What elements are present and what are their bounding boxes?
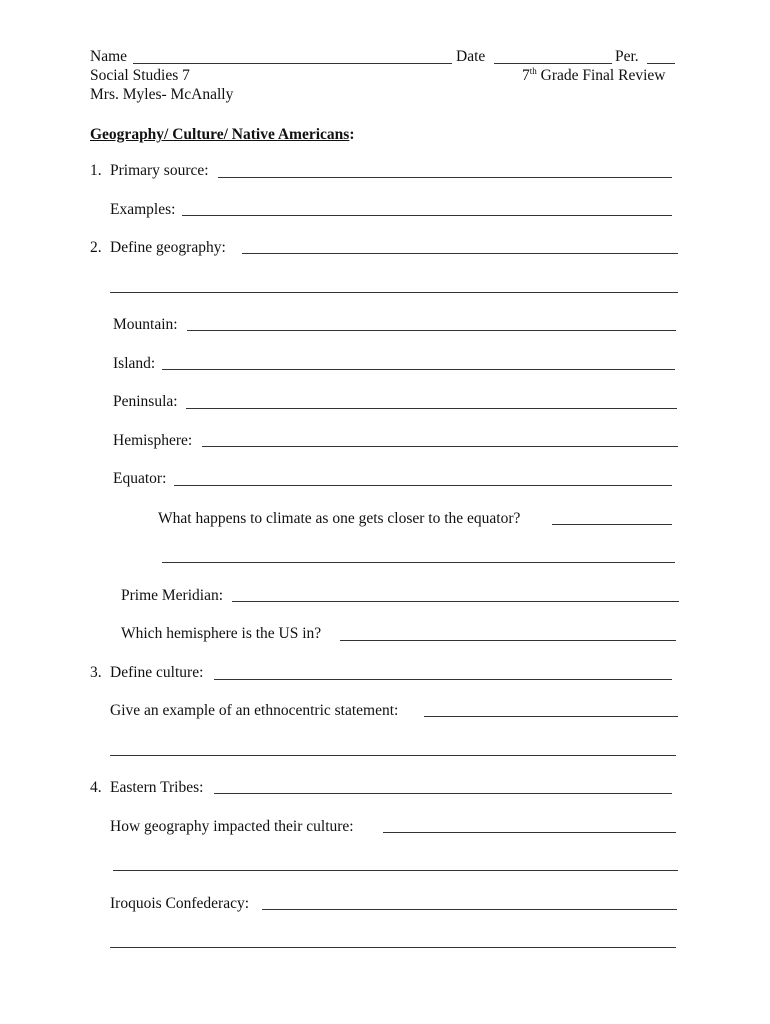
q2-label: Define geography: — [110, 239, 226, 256]
q3-number: 3. — [90, 664, 102, 681]
q3-answer-line[interactable] — [214, 679, 672, 680]
date-label: Date — [456, 48, 486, 65]
q1-label: Primary source: — [110, 162, 209, 179]
course-name: Social Studies 7 — [90, 67, 190, 84]
us-hemisphere-label: Which hemisphere is the US in? — [121, 625, 322, 642]
name-blank[interactable] — [133, 63, 452, 64]
q4-answer-line[interactable] — [214, 793, 672, 794]
mountain-line[interactable] — [187, 330, 676, 331]
us-hemisphere-line[interactable] — [340, 640, 676, 641]
hemisphere-line[interactable] — [202, 446, 678, 447]
review-grade: 7 — [522, 67, 530, 84]
section-heading-text: Geography/ Culture/ Native Americans — [90, 126, 350, 143]
equator-question: What happens to climate as one gets closer to the equator? — [158, 510, 521, 527]
equator-question-line[interactable] — [552, 524, 672, 525]
geography-impact-line-2[interactable] — [113, 870, 678, 871]
q1-answer-line[interactable] — [218, 177, 672, 178]
q1-examples-label: Examples: — [110, 201, 176, 218]
q4-number: 4. — [90, 779, 102, 796]
equator-line[interactable] — [174, 485, 672, 486]
name-label: Name — [90, 48, 128, 65]
q2-answer-line-2[interactable] — [110, 292, 678, 293]
iroquois-label: Iroquois Confederacy: — [110, 895, 250, 912]
peninsula-label: Peninsula: — [113, 393, 178, 410]
ethnocentric-line[interactable] — [424, 716, 678, 717]
q2-answer-line[interactable] — [242, 253, 678, 254]
period-label: Per. — [615, 48, 639, 65]
prime-meridian-label: Prime Meridian: — [121, 587, 224, 604]
mountain-label: Mountain: — [113, 316, 178, 333]
island-label: Island: — [113, 355, 156, 372]
ethnocentric-line-2[interactable] — [110, 755, 676, 756]
equator-label: Equator: — [113, 470, 167, 487]
period-blank[interactable] — [647, 63, 675, 64]
q2-number: 2. — [90, 239, 102, 256]
prime-meridian-line[interactable] — [232, 601, 679, 602]
ethnocentric-label: Give an example of an ethnocentric statement: — [110, 702, 399, 719]
q4-label: Eastern Tribes: — [110, 779, 204, 796]
iroquois-line-2[interactable] — [110, 947, 676, 948]
review-grade-suffix: th — [529, 65, 537, 76]
q1-examples-line[interactable] — [182, 215, 672, 216]
section-heading-colon: : — [349, 126, 355, 143]
iroquois-line[interactable] — [262, 909, 677, 910]
q1-number: 1. — [90, 162, 102, 179]
date-blank[interactable] — [494, 63, 612, 64]
teacher-name: Mrs. Myles- McAnally — [90, 86, 234, 103]
hemisphere-label: Hemisphere: — [113, 432, 193, 449]
q3-label: Define culture: — [110, 664, 204, 681]
peninsula-line[interactable] — [186, 408, 677, 409]
review-title-text: Grade Final Review — [540, 67, 666, 84]
geography-impact-label: How geography impacted their culture: — [110, 818, 354, 835]
geography-impact-line[interactable] — [383, 832, 676, 833]
section-heading — [90, 126, 355, 144]
review-title — [522, 67, 665, 85]
island-line[interactable] — [162, 369, 675, 370]
equator-question-line-2[interactable] — [162, 562, 675, 563]
